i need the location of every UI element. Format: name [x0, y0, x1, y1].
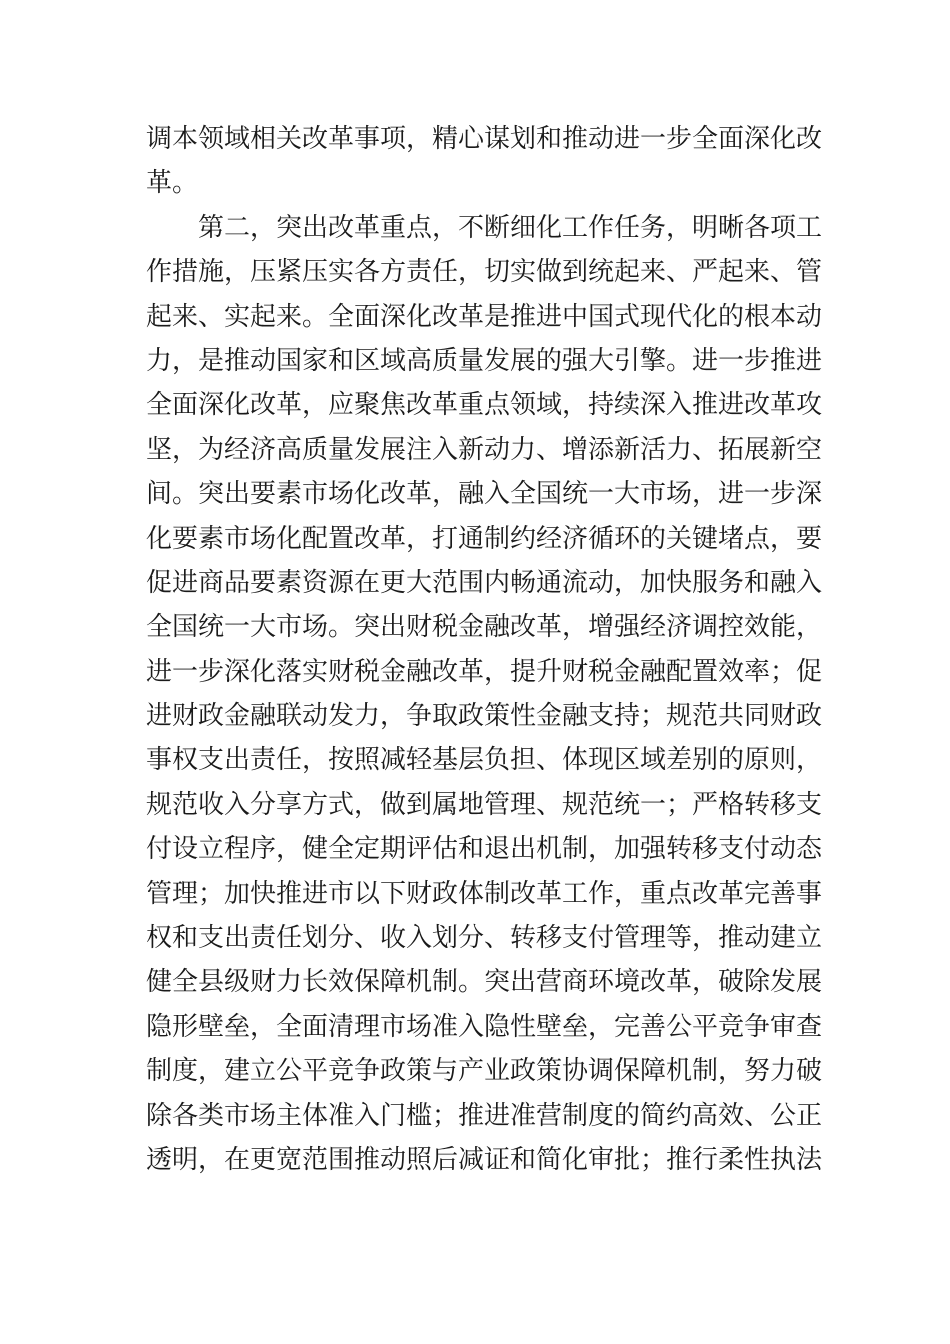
text-line: 坚，为经济高质量发展注入新动力、增添新活力、拓展新空: [146, 434, 823, 465]
text-line: 进一步深化落实财税金融改革，提升财税金融配置效率；促: [146, 656, 823, 687]
text-line: 全面深化改革，应聚焦改革重点领域，持续深入推进改革攻: [146, 390, 823, 421]
text-line: 隐形壁垒，全面清理市场准入隐性壁垒，完善公平竞争审查: [146, 1011, 823, 1042]
text-line: 制度，建立公平竞争政策与产业政策协调保障机制，努力破: [146, 1056, 823, 1087]
text-line: 进财政金融联动发力，争取政策性金融支持；规范共同财政: [146, 701, 823, 732]
text-line: 管理；加快推进市以下财政体制改革工作，重点改革完善事: [146, 878, 823, 909]
body-text: [146, 117, 823, 1182]
text-line: 规范收入分享方式，做到属地管理、规范统一；严格转移支: [146, 789, 823, 820]
text-line: 作措施，压紧压实各方责任，切实做到统起来、严起来、管: [146, 257, 823, 288]
text-line: 力，是推动国家和区域高质量发展的强大引擎。进一步推进: [146, 345, 823, 376]
text-line: 除各类市场主体准入门槛；推进准营制度的简约高效、公正: [146, 1100, 823, 1131]
text-line: 透明，在更宽范围推动照后减证和简化审批；推行柔性执法: [146, 1144, 823, 1175]
paragraph-first-line: 第二，突出改革重点，不断细化工作任务，明晰各项工: [198, 212, 823, 243]
text-line: 革。: [146, 168, 199, 199]
text-line: 间。突出要素市场化改革，融入全国统一大市场，进一步深: [146, 479, 823, 510]
text-line: 事权支出责任，按照减轻基层负担、体现区域差别的原则，: [146, 745, 823, 776]
text-line: 付设立程序，健全定期评估和退出机制，加强转移支付动态: [146, 834, 823, 865]
text-line: 健全县级财力长效保障机制。突出营商环境改革，破除发展: [146, 967, 823, 998]
text-line: 全国统一大市场。突出财税金融改革，增强经济调控效能，: [146, 612, 823, 643]
text-line: 促进商品要素资源在更大范围内畅通流动，加快服务和融入: [146, 567, 823, 598]
text-line: 权和支出责任划分、收入划分、转移支付管理等，推动建立: [146, 923, 823, 954]
text-line: 调本领域相关改革事项，精心谋划和推动进一步全面深化改: [146, 124, 823, 154]
text-line: 化要素市场化配置改革，打通制约经济循环的关键堵点，要: [146, 523, 823, 554]
text-line: 起来、实起来。全面深化改革是推进中国式现代化的根本动: [146, 301, 823, 332]
